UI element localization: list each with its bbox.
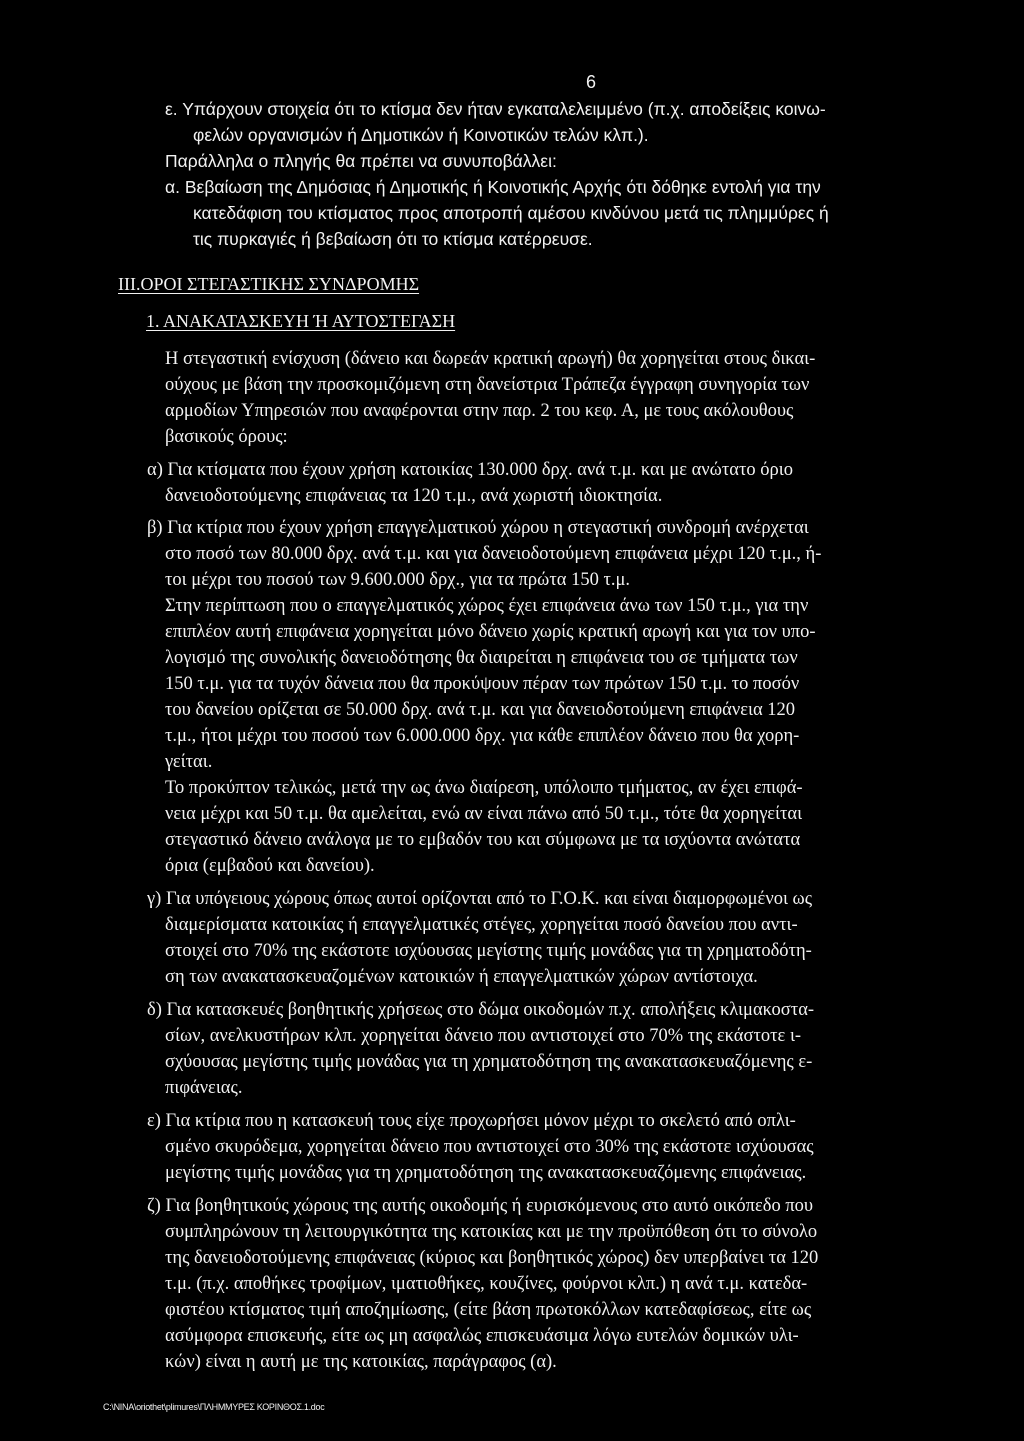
body-line: αρμοδίων Υπηρεσιών που αναφέρονται στην παρ. 2 του κεφ. Α, με τους ακόλουθους: [165, 401, 794, 421]
item-b-line: όρια (εμβαδού και δανείου).: [165, 856, 375, 876]
body-line: βασικούς όρους:: [165, 427, 288, 447]
item-b-line: στο ποσό των 80.000 δρχ. ανά τ.μ. και για δανειοδοτούμενη επιφάνεια μέχρι 120 τ.μ., ή-: [165, 544, 822, 564]
item-c-line: γ) Για υπόγειους χώρους όπως αυτοί ορίζονται από το Γ.Ο.Κ. και είναι διαμορφωμένοι ως: [147, 889, 813, 909]
item-b-line: 150 τ.μ. για τα τυχόν δάνεια που θα προκύψουν πέραν των πρώτων 150 τ.μ. το ποσόν: [165, 674, 800, 694]
item-b-line: τοι μέχρι του ποσού των 9.600.000 δρχ., για τα πρώτα 150 τ.μ.: [165, 570, 631, 590]
item-c-line: ση των ανακατασκευαζομένων κατοικιών ή επαγγελματικών χώρων αντίστοιχα.: [165, 967, 758, 987]
item-b-line: στεγαστικό δάνειο ανάλογα με το εμβαδόν του και σύμφωνα με τα ισχύοντα ανώτατα: [165, 830, 801, 850]
item-c-line: στοιχεί στο 70% της εκάστοτε ισχύουσας μεγίστης τιμής μονάδας για τη χρηματοδότη-: [165, 941, 812, 961]
item-d-line: σίων, ανελκυστήρων κλπ. χορηγείται δάνειο που αντιστοιχεί στο 70% της εκάστοτε ι-: [165, 1026, 802, 1046]
item-b-line: λογισμό της συνολικής δανειοδότησης θα διαιρείται η επιφάνεια του σε τμήματα των: [165, 648, 798, 668]
item-b-line: Στην περίπτωση που ο επαγγελματικός χώρος έχει επιφάνεια άνω των 150 τ.μ., για την: [165, 596, 809, 616]
item-z-line: ζ) Για βοηθητικούς χώρους της αυτής οικοδομής ή ευρισκόμενους στο αυτό οικόπεδο που: [147, 1196, 814, 1216]
item-b-line: νεια μέχρι και 50 τ.μ. θα αμελείται, ενώ αν είναι πάνω από 50 τ.μ., τότε θα χορηγείται: [165, 804, 803, 824]
subsection-title: [146, 311, 455, 332]
intro-line: α. Βεβαίωση της Δημόσιας ή Δημοτικής ή Κοινοτικής Αρχής ότι δόθηκε εντολή για την: [165, 177, 821, 197]
body-line: ούχους με βάση την προσκομιζόμενη στη δανείστρια Τράπεζα έγγραφη συνηγορία των: [165, 375, 810, 395]
item-z-line: της δανειοδοτούμενης επιφάνειας (κύριος και βοηθητικός χώρος) δεν υπερβαίνει τα 120: [165, 1248, 819, 1268]
item-e-line: μεγίστης τιμής μονάδας για τη χρηματοδότηση της ανακατασκευαζόμενης επιφάνειας.: [165, 1163, 807, 1183]
item-d-line: πιφάνειας.: [165, 1078, 243, 1098]
body-line: Η στεγαστική ενίσχυση (δάνειο και δωρεάν κρατική αρωγή) θα χορηγείται στους δικαι-: [165, 349, 816, 369]
footer-file-path: C:\NINA\oriothet\plimures\ΠΛΗΜΜΥΡΕΣ ΚΟΡΙΝΘΟΣ.1.doc: [103, 1402, 325, 1412]
item-c-line: διαμερίσματα κατοικίας ή επαγγελματικές στέγες, χορηγείται ποσό δανείου που αντι-: [165, 915, 798, 935]
item-b-line: επιπλέον αυτή επιφάνεια χορηγείται μόνο δάνειο χωρίς κρατική αρωγή και για τον υπο-: [165, 622, 816, 642]
subsection-title-text: 1. ΑΝΑΚΑΤΑΣΚΕΥΗ Ή ΑΥΤΟΣΤΕΓΑΣΗ: [146, 311, 456, 331]
item-b-line: Το προκύπτον τελικώς, μετά την ως άνω διαίρεση, υπόλοιπο τμήματος, αν έχει επιφά-: [165, 778, 803, 798]
intro-line: φελών οργανισμών ή Δημοτικών ή Κοινοτικών τελών κλπ.).: [193, 125, 649, 145]
item-b-line: γείται.: [165, 752, 213, 772]
intro-line: Παράλληλα ο πληγής θα πρέπει να συνυποβάλλει:: [165, 151, 557, 171]
item-z-line: ασύμφορα επισκευής, είτε ως μη ασφαλώς επισκευάσιμα λόγω ευτελών δομικών υλι-: [165, 1326, 799, 1346]
item-e-line: σμένο σκυρόδεμα, χορηγείται δάνειο που αντιστοιχεί στο 30% της εκάστοτε ισχύουσας: [165, 1137, 814, 1157]
item-e-line: ε) Για κτίρια που η κατασκευή τους είχε προχωρήσει μόνον μέχρι το σκελετό από οπλι-: [147, 1111, 796, 1131]
item-a-line: δανειοδοτούμενης επιφάνειας τα 120 τ.μ., ανά χωριστή ιδιοκτησία.: [165, 486, 663, 506]
item-a-line: α) Για κτίσματα που έχουν χρήση κατοικίας 130.000 δρχ. ανά τ.μ. και με ανώτατο όριο: [147, 460, 793, 480]
item-z-line: κών) είναι η αυτή με της κατοικίας, παράγραφος (α).: [165, 1352, 557, 1372]
intro-line: τις πυρκαγιές ή βεβαίωση ότι το κτίσμα κατέρρευσε.: [193, 229, 593, 249]
section-title: ΙΙΙ.ΟΡΟΙ ΣΤΕΓΑΣΤΙΚΗΣ ΣΥΝΔΡΟΜΗΣ: [118, 274, 420, 294]
item-z-line: συμπληρώνουν τη λειτουργικότητα της κατοικίας και με την προϋπόθεση ότι το σύνολο: [165, 1222, 818, 1242]
item-d-line: δ) Για κατασκευές βοηθητικής χρήσεως στο δώμα οικοδομών π.χ. απολήξεις κλιμακοστα-: [147, 1000, 815, 1020]
item-b-line: β) Για κτίρια που έχουν χρήση επαγγελματικού χώρου η στεγαστική συνδρομή ανέρχεται: [147, 518, 809, 538]
page-number: 6: [586, 72, 597, 92]
item-z-line: φιστέου κτίσματος τιμή αποζημίωσης, (είτε βάση πρωτοκόλλων κατεδαφίσεως, είτε ως: [165, 1300, 812, 1320]
item-b-line: του δανείου ορίζεται σε 50.000 δρχ. ανά τ.μ. και για δανειοδοτούμενη επιφάνεια 120: [165, 700, 796, 720]
item-b-line: τ.μ., ήτοι μέχρι του ποσού των 6.000.000 δρχ. για κάθε επιπλέον δάνειο που θα χορη-: [165, 726, 800, 746]
item-z-line: τ.μ. (π.χ. αποθήκες τροφίμων, ιματιοθήκες, κουζίνες, φούρνοι κλπ.) η ανά τ.μ. κατεδα-: [165, 1274, 808, 1294]
intro-line: κατεδάφιση του κτίσματος προς αποτροπή αμέσου κινδύνου μετά τις πλημμύρες ή: [193, 203, 829, 223]
item-d-line: σχύουσας μεγίστης τιμής μονάδας για τη χρηματοδότηση της ανακατασκευαζόμενης ε-: [165, 1052, 813, 1072]
intro-line: ε. Υπάρχουν στοιχεία ότι το κτίσμα δεν ήταν εγκαταλελειμμένο (π.χ. αποδείξεις κοινω-: [165, 99, 826, 119]
